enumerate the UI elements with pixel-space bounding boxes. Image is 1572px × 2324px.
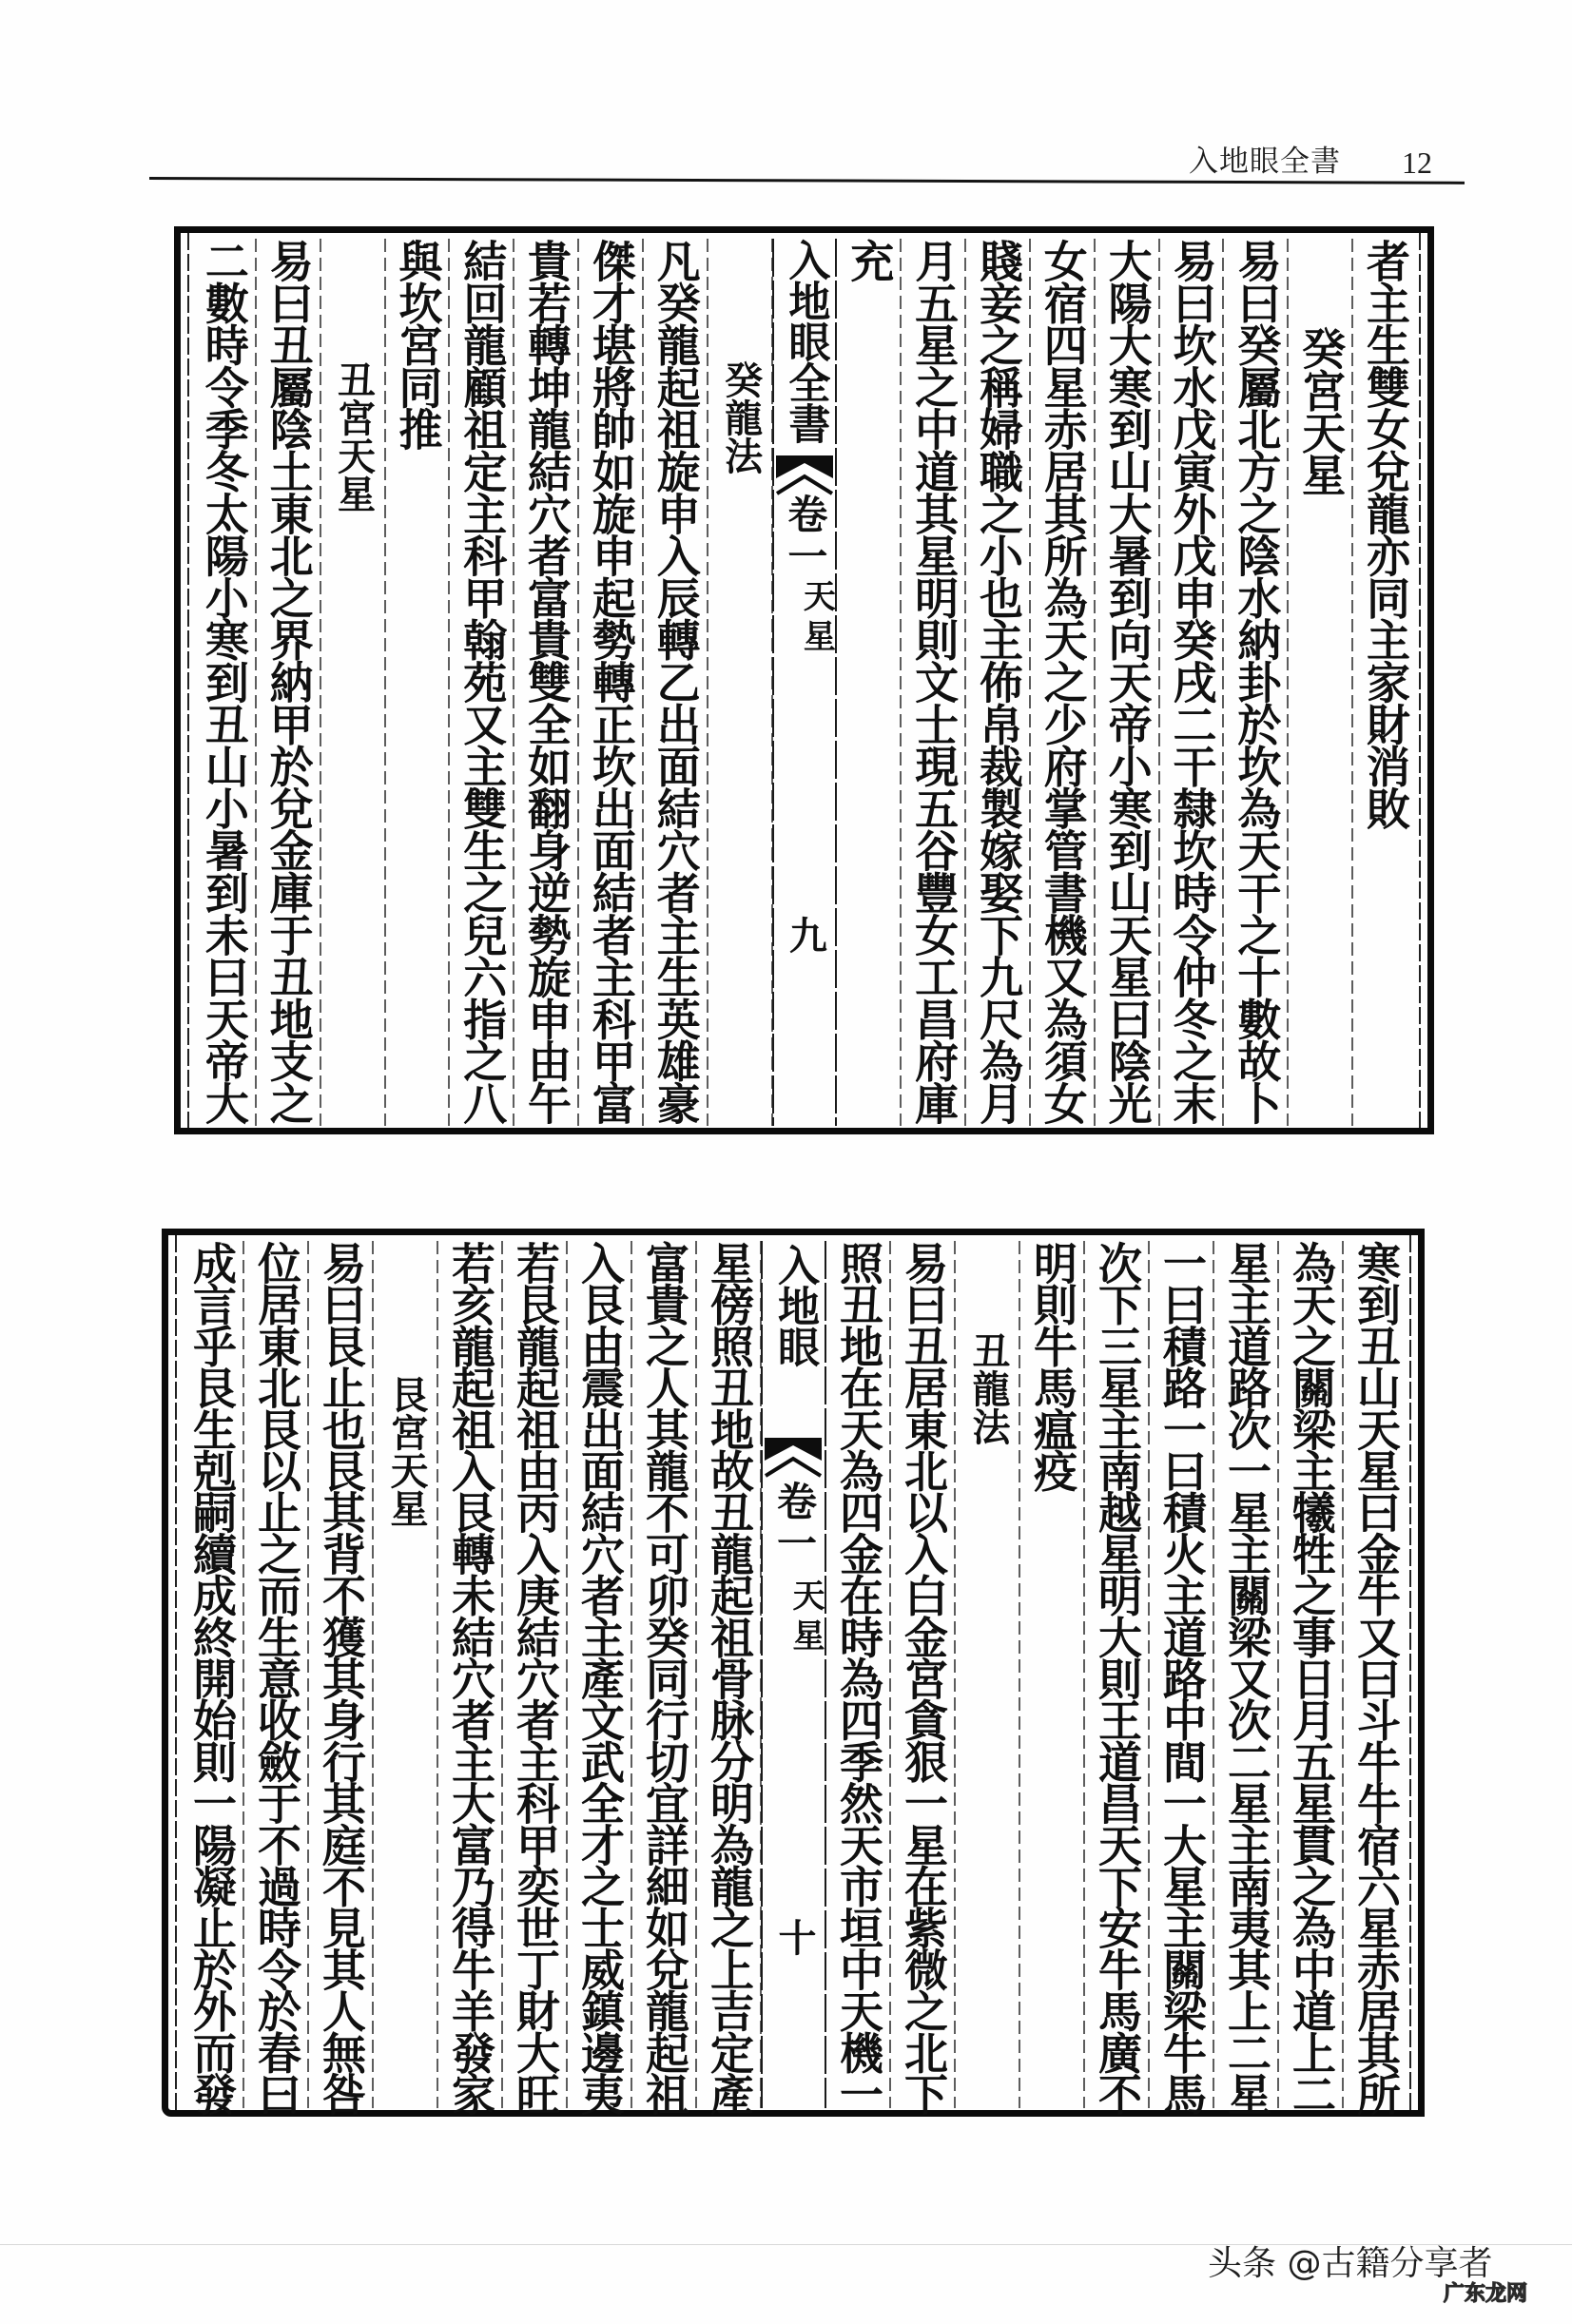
text-column: 照丑地在天為四金在時為四季然天市垣中天機一 bbox=[825, 1241, 890, 2108]
center-fold bbox=[761, 1241, 825, 2108]
text-column: 與坎宮同推 bbox=[385, 239, 450, 1126]
section-heading-gui-dragon-method: 癸龍法 bbox=[708, 239, 772, 1126]
fold-volume: 卷一 bbox=[771, 1481, 818, 1564]
text-column: 易曰坎水戊寅外戊申癸戌二干隸坎時令仲冬之末 bbox=[1159, 239, 1224, 1126]
upper-text-columns bbox=[191, 239, 1417, 1126]
watermark-site: 广东龙网 bbox=[1444, 2282, 1528, 2306]
lower-text-columns bbox=[179, 1241, 1407, 2114]
text-column: 傑才堪將帥如旋申起勢轉正坎出面結者主科甲富 bbox=[578, 239, 643, 1126]
fold-book-title: 入地眼 bbox=[770, 1244, 819, 1366]
text-column: 成言乎艮生剋嗣續成終開始則一陽凝止於外而發 bbox=[179, 1241, 243, 2108]
text-column: 富貴之人其龍不可卯癸同行切宜詳細如兌龍起祖 bbox=[631, 1241, 696, 2108]
inner-border-left bbox=[175, 1235, 177, 2110]
text-column: 易曰癸屬北方之陰水納卦於坎為天干之十數故卜 bbox=[1223, 239, 1288, 1126]
text-column: 結回龍顧祖定主科甲翰苑又主雙生之兒六指之八 bbox=[449, 239, 514, 1126]
section-heading-gui-palace-stars: 癸宮天星 bbox=[1288, 239, 1352, 1126]
section-heading-chou-palace-stars: 丑宮天星 bbox=[320, 239, 385, 1126]
text-column: 者主生雙女兌龍亦同主家財消敗 bbox=[1360, 239, 1411, 829]
watermark-handle: 头条 @古籍分享者 bbox=[1208, 2244, 1493, 2283]
text-column: 二數時令季冬太陽小寒到丑山小暑到未曰天帝大 bbox=[191, 239, 256, 1126]
text-column: 易曰丑居東北以入白金宮貪狠一星在紫微之北下 bbox=[890, 1241, 955, 2108]
text-column: 星傍照丑地故丑龍起祖骨脉分明為龍之上吉定產 bbox=[696, 1241, 761, 2108]
fold-section: 天星 bbox=[797, 579, 836, 659]
text-column: 星主道路次一星主關梁又次二星主南夷其上二星 bbox=[1213, 1241, 1278, 2108]
text-column: 位居東北艮以止之而生意收斂于不過時令於春曰 bbox=[243, 1241, 308, 2108]
text-column: 若亥龍起祖入艮轉未結穴者主大富乃得牛羊發家 bbox=[437, 1241, 502, 2108]
inner-border-right bbox=[1419, 233, 1421, 1128]
text-column: 為天之關梁主犧牲之事日月五星貫之為中道上二 bbox=[1278, 1241, 1343, 2108]
upper-page-panel bbox=[174, 226, 1434, 1134]
inner-border-right bbox=[1409, 1235, 1411, 2110]
text-column: 明則牛馬瘟疫 bbox=[1019, 1241, 1084, 2108]
running-title: 入地眼全書 bbox=[1189, 145, 1341, 179]
fold-volume: 卷一 bbox=[782, 494, 829, 577]
text-column: 賤妾之稱婦職之小也主佈帛裁製嫁娶下九尺為月 bbox=[965, 239, 1030, 1126]
fold-leaf-number: 九 bbox=[783, 916, 828, 954]
text-column: 女宿四星赤居其所為天之少府掌管書機又為須女 bbox=[1030, 239, 1095, 1126]
section-heading-chou-dragon-method: 丑龍法 bbox=[955, 1241, 1019, 2108]
text-column: 充 bbox=[836, 239, 901, 1126]
page-number: 12 bbox=[1402, 145, 1432, 180]
text-column: 寒到丑山天星曰金牛又曰斗牛牛宿六星赤居其所 bbox=[1350, 1241, 1402, 2114]
fold-book-title: 入地眼全書 bbox=[781, 239, 830, 443]
inner-border-left bbox=[187, 233, 189, 1128]
lower-page-panel bbox=[162, 1229, 1425, 2117]
fold-leaf-number: 十 bbox=[772, 1918, 817, 1956]
fold-section: 天星 bbox=[786, 1578, 825, 1658]
text-column: 一曰積路一曰積火主道路中間一大星主關梁牛馬 bbox=[1149, 1241, 1213, 2108]
center-fold bbox=[772, 239, 837, 1126]
fish-tail-mark-icon bbox=[765, 1438, 822, 1482]
text-column: 大陽大寒到山大暑到向天帝小寒到山天星曰陰光 bbox=[1095, 239, 1159, 1126]
text-column: 若艮龍起祖由丙入庚結穴者主科甲奕世丁財大旺 bbox=[502, 1241, 567, 2108]
text-column: 易曰丑屬陰土東北之界納甲於兌金庫于丑地支之 bbox=[256, 239, 320, 1126]
text-column: 月五星之中道其星明則文士現五谷豐女工昌府庫 bbox=[901, 239, 965, 1126]
text-column: 易曰艮止也艮其背不獲其身行其庭不見其人無咎 bbox=[308, 1241, 373, 2108]
section-heading-gen-palace-stars: 艮宮天星 bbox=[373, 1241, 437, 2108]
text-column: 凡癸龍起祖旋申入辰轉乙出面結穴者主生英雄豪 bbox=[643, 239, 708, 1126]
text-column: 貴若轉坤龍結穴者富貴雙全如翻身逆勢旋申由午 bbox=[514, 239, 578, 1126]
text-column: 入艮由震出面結穴者主產文武全才之士威鎮邊夷 bbox=[567, 1241, 631, 2108]
text-column: 次下三星主南越星明大則王道昌天下安牛馬廣不 bbox=[1084, 1241, 1149, 2108]
